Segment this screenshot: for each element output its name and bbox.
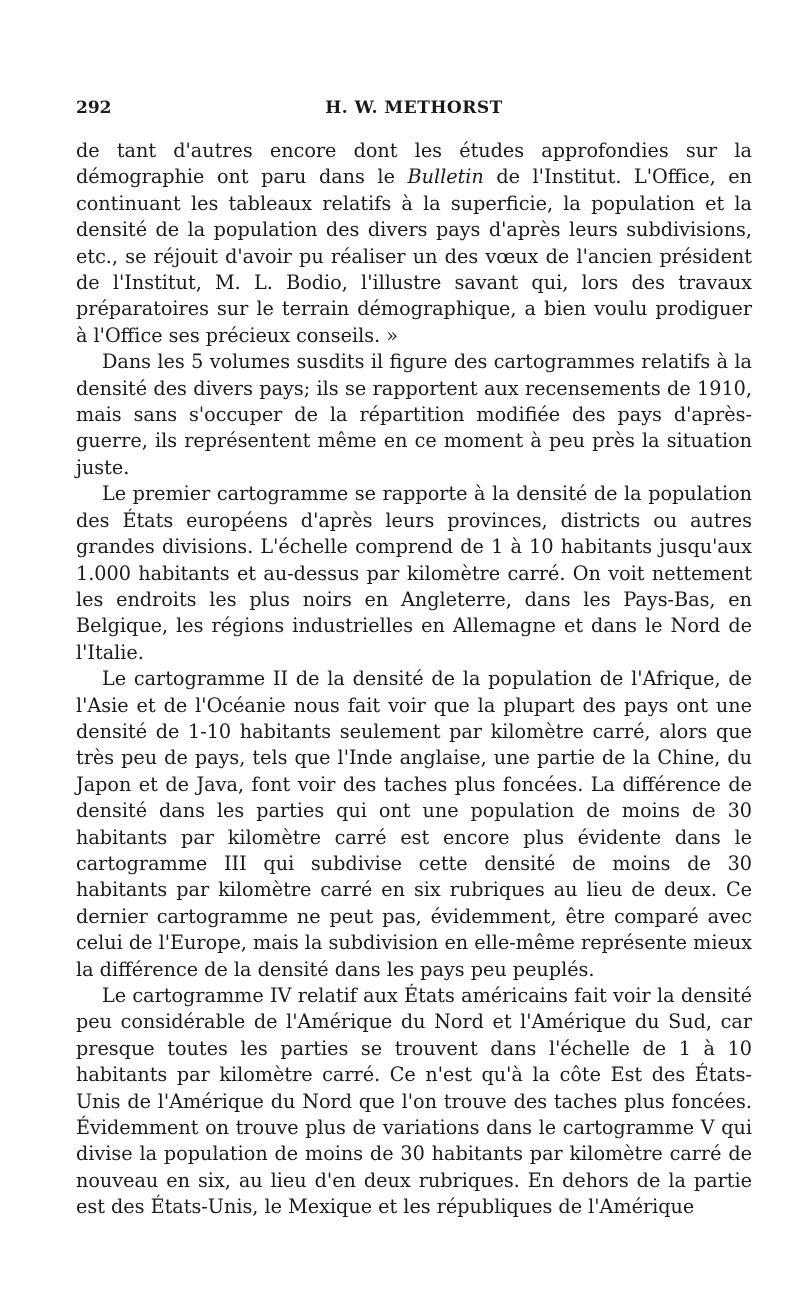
page	[76, 98, 752, 1221]
paragraph-1	[76, 138, 752, 349]
paragraph-3: Le premier cartogramme se rapporte à la densité de la population des États européens d'après leurs provinces, districts ou autres grandes divisions. L'échelle comprend de 1 à 10 habitants jusqu'aux 1.000 habitants et au-dessus par kilomètre carré. On voit nettement les endroits les plus noirs en Angleterre, dans les Pays-Bas, en Belgique, les régions industrielles en Allemagne et dans le Nord de l'Italie.	[76, 482, 752, 664]
bulletin-title: Bulletin	[407, 165, 484, 189]
body-text	[76, 138, 752, 1221]
paragraph-4: Le cartogramme II de la densité de la population de l'Afrique, de l'Asie et de l'Océanie nous fait voir que la plupart des pays ont une densité de 1-10 habitants seulement par kilomètre carré, alors que très peu de pays, tels que l'Inde anglaise, une partie de la Chine, du Japon et de Java, font voir des taches plus foncées. La différence de densité dans les parties qui ont une population de moins de 30 habitants par kilomètre carré est encore plus évidente dans le cartogramme III qui subdivise cette densité de moins de 30 habitants par kilomètre carré en six rubriques au lieu de deux. Ce dernier cartogramme ne peut pas, évidemment, être comparé avec celui de l'Europe, mais la subdivision en elle-même représente mieux la différence de la densité dans les pays peu peuplés.	[76, 667, 752, 981]
paragraph-1-text-a: de tant d'autres encore dont les études approfondies sur la démographie ont paru dans le	[76, 139, 752, 189]
running-header	[76, 98, 752, 128]
running-title: H. W. METHORST	[325, 98, 503, 118]
paragraph-5: Le cartogramme IV relatif aux États américains fait voir la densité peu considérable de l'Amérique du Nord et l'Amérique du Sud, car presque toutes les parties se trouvent dans l'échelle de 1 à 10 habitants par kilomètre carré. Ce n'est qu'à la côte Est des États-Unis de l'Amérique du Nord que l'on trouve des taches plus foncées. Évidemment on trouve plus de variations dans le cartogramme V qui divise la population de moins de 30 habitants par kilomètre carré de nouveau en six, au lieu d'en deux rubriques. En dehors de la partie est des États-Unis, le Mexique et les républiques de l'Amérique	[76, 984, 752, 1219]
paragraph-1-text-b: de l'Institut. L'Office, en continuant les tableaux relatifs à la superficie, la population et la densité de la population des divers pays d'après leurs subdivisions, etc., se réjouit d'avoir pu réaliser un des vœux de l'ancien président de l'Institut, M. L. Bodio, l'illustre savant qui, lors des travaux préparatoires sur le terrain démographique, a bien voulu prodiguer à l'Office ses précieux conseils. »	[76, 165, 752, 347]
paragraph-2: Dans les 5 volumes susdits il figure des cartogrammes relatifs à la densité des divers pays; ils se rapportent aux recensements de 1910, mais sans s'occuper de la répartition modifiée des pays d'après-guerre, ils représentent même en ce moment à peu près la situation juste.	[76, 350, 752, 479]
page-number: 292	[76, 98, 112, 118]
